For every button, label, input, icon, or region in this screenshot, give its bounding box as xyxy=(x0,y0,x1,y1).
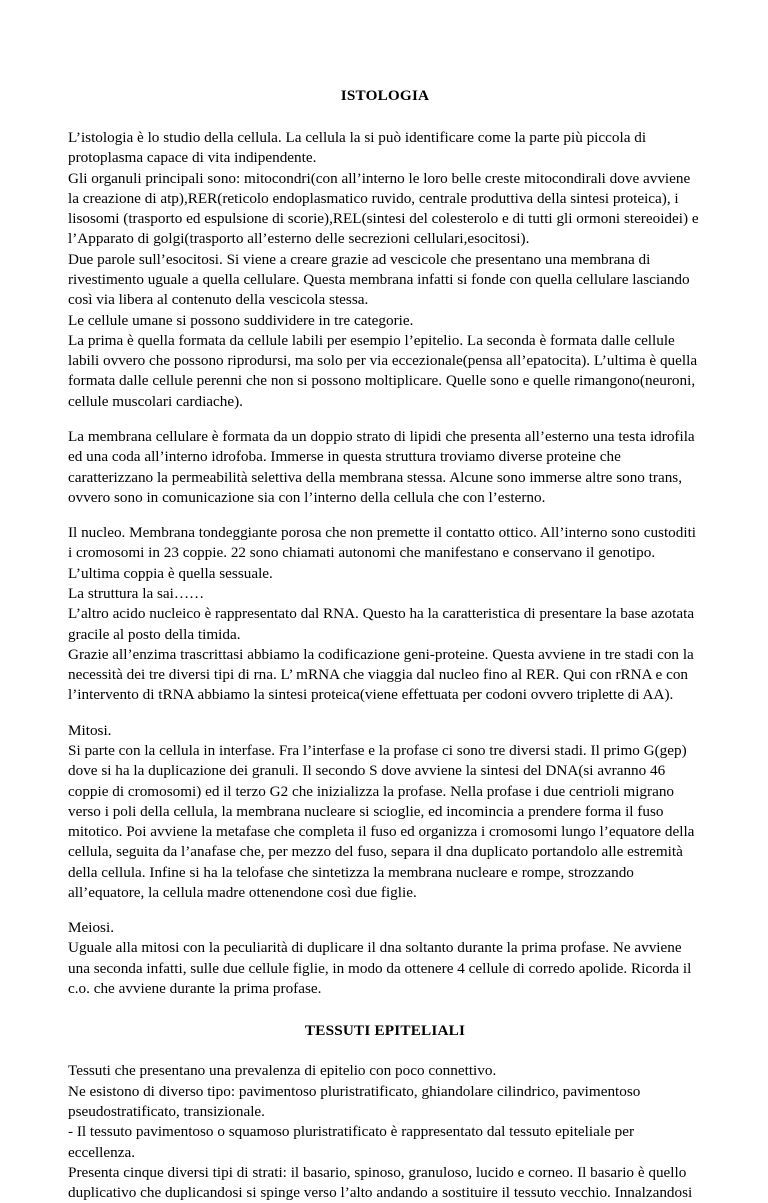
paragraph: L’istologia è lo studio della cellula. La cellula la si può identificare come la parte più piccola di protoplasma capace di vita indipendente. xyxy=(68,129,647,167)
paragraph: La membrana cellulare è formata da un doppio strato di lipidi che presenta all’esterno una testa idrofila ed una coda all’interno idrofoba. Immerse in questa struttura troviamo diverse proteine che caratterizzano la permeabilità selettiva della membrana stessa. Alcune sono immerse altre sono trans, ovvero sono in comunicazione sia con l’interno della cellula che con l’esterno. xyxy=(68,428,695,506)
paragraph: La prima è quella formata da cellule labili per esempio l’epitelio. La seconda è formata dalle cellule labili ovvero che possono riprodursi, ma solo per via eccezionale(pensa all’epatocita). L’ultima è quella formata dalle cellule perenni che non si possono moltiplicare. Quelle sono e quelle rimangono(neuroni, cellule muscolari cardiache). xyxy=(68,331,698,410)
paragraph: Si parte con la cellula in interfase. Fra l’interfase e la profase ci sono tre diversi stadi. Il primo G(gep) dove si ha la duplicazione dei granuli. Il secondo S dove avviene la sintesi del DNA(si avranno 46 coppie di cromosomi) ed il terzo G2 che inizializza la profase. Nella profase i due centrioli migrano verso i poli della cellula, la membrana nucleare si scioglie, ed incomincia a prendere forma il fuso mitotico. Poi avviene la metafase che completa il fuso ed organizza i cromosomi lungo l’equatore della cellula, seguita da l’anafase che, per mezzo del fuso, separa il dna duplicato portandolo alle estremità della cellula. Infine si ha la telofase che sintetizza la membrana nucleare e rompe, strozzando all’equatore, la cellula madre ottenendone così due figlie. xyxy=(68,741,695,901)
paragraph: Uguale alla mitosi con la peculiarità di duplicare il dna soltanto durante la prima profase. Ne avviene una seconda infatti, sulle due cellule figlie, in modo da ottenere 4 cellule di corredo apolide. Ricorda il c.o. che avviene durante la prima profase. xyxy=(68,939,692,998)
paragraph-heading-mitosi: Mitosi. xyxy=(68,721,112,739)
paragraph: L’altro acido nucleico è rappresentato dal RNA. Questo ha la caratteristica di presentare la base azotata gracile al posto della timida. xyxy=(68,605,695,643)
paragraph: Presenta cinque diversi tipi di strati: il basario, spinoso, granuloso, lucido e corneo. Il basario è quello duplicativo che duplicandosi si spinge verso l’alto andando a sostituire il tessuto vecchio. Innalzandosi xyxy=(68,1163,693,1202)
paragraph: Le cellule umane si possono suddividere in tre categorie. xyxy=(68,311,414,329)
paragraph: Il nucleo. Membrana tondeggiante porosa che non premette il contatto ottico. All’interno sono custoditi i cromosomi in 23 coppie. 22 sono chiamati autonomi che manifestano e conservano il genotipo. L’ultima coppia è quella sessuale. xyxy=(68,524,697,582)
page-title: ISTOLOGIA xyxy=(340,87,430,104)
paragraph-heading-meiosi: Meiosi. xyxy=(68,919,114,937)
section-spacer xyxy=(68,999,702,1021)
document-body-section-2 xyxy=(68,1061,702,1203)
section-title-tessuti-epiteliali: TESSUTI EPITELIALI xyxy=(304,1022,466,1040)
document-body-section-1 xyxy=(68,128,702,999)
paragraph: - Il tessuto pavimentoso o squamoso pluristratificato è rappresentato dal tessuto epiteliale per eccellenza. xyxy=(68,1123,635,1161)
paragraph: Due parole sull’esocitosi. Si viene a creare grazie ad vescicole che presentano una membrana di rivestimento uguale a quella cellulare. Questa membrana infatti si fonde con quella cellulare lasciando così via libera al contenuto della vescicola stessa. xyxy=(68,250,690,309)
paragraph: Gli organuli principali sono: mitocondri(con all’interno le loro belle creste mitocondirali dove avviene la creazione di atp),RER(reticolo endoplasmatico ruvido, centrale produttiva della sintesi proteica), i lisosomi (trasporto ed espulsione di scorie),REL(sintesi del colesterolo e di tutti gli ormoni stereoidei) e l’Apparato di golgi(trasporto all’esterno delle secrezioni cellulari,esocitosi). xyxy=(68,169,699,248)
paragraph: Grazie all’enzima trascrittasi abbiamo la codificazione geni-proteine. Questa avviene in tre stadi con la necessità dei tre diversi tipi di rna. L’ mRNA che viaggia dal nucleo fino al RER. Qui con rRNA e con l’intervento di tRNA abbiamo la sintesi proteica(viene effettuata per codoni ovvero triplette di AA). xyxy=(68,645,694,704)
paragraph: La struttura la sai…… xyxy=(68,584,205,602)
paragraph: Ne esistono di diverso tipo: pavimentoso pluristratificato, ghiandolare cilindrico, pavimentoso pseudostratificato, transizionale. xyxy=(68,1082,641,1120)
paragraph: Tessuti che presentano una prevalenza di epitelio con poco connettivo. xyxy=(68,1062,497,1080)
